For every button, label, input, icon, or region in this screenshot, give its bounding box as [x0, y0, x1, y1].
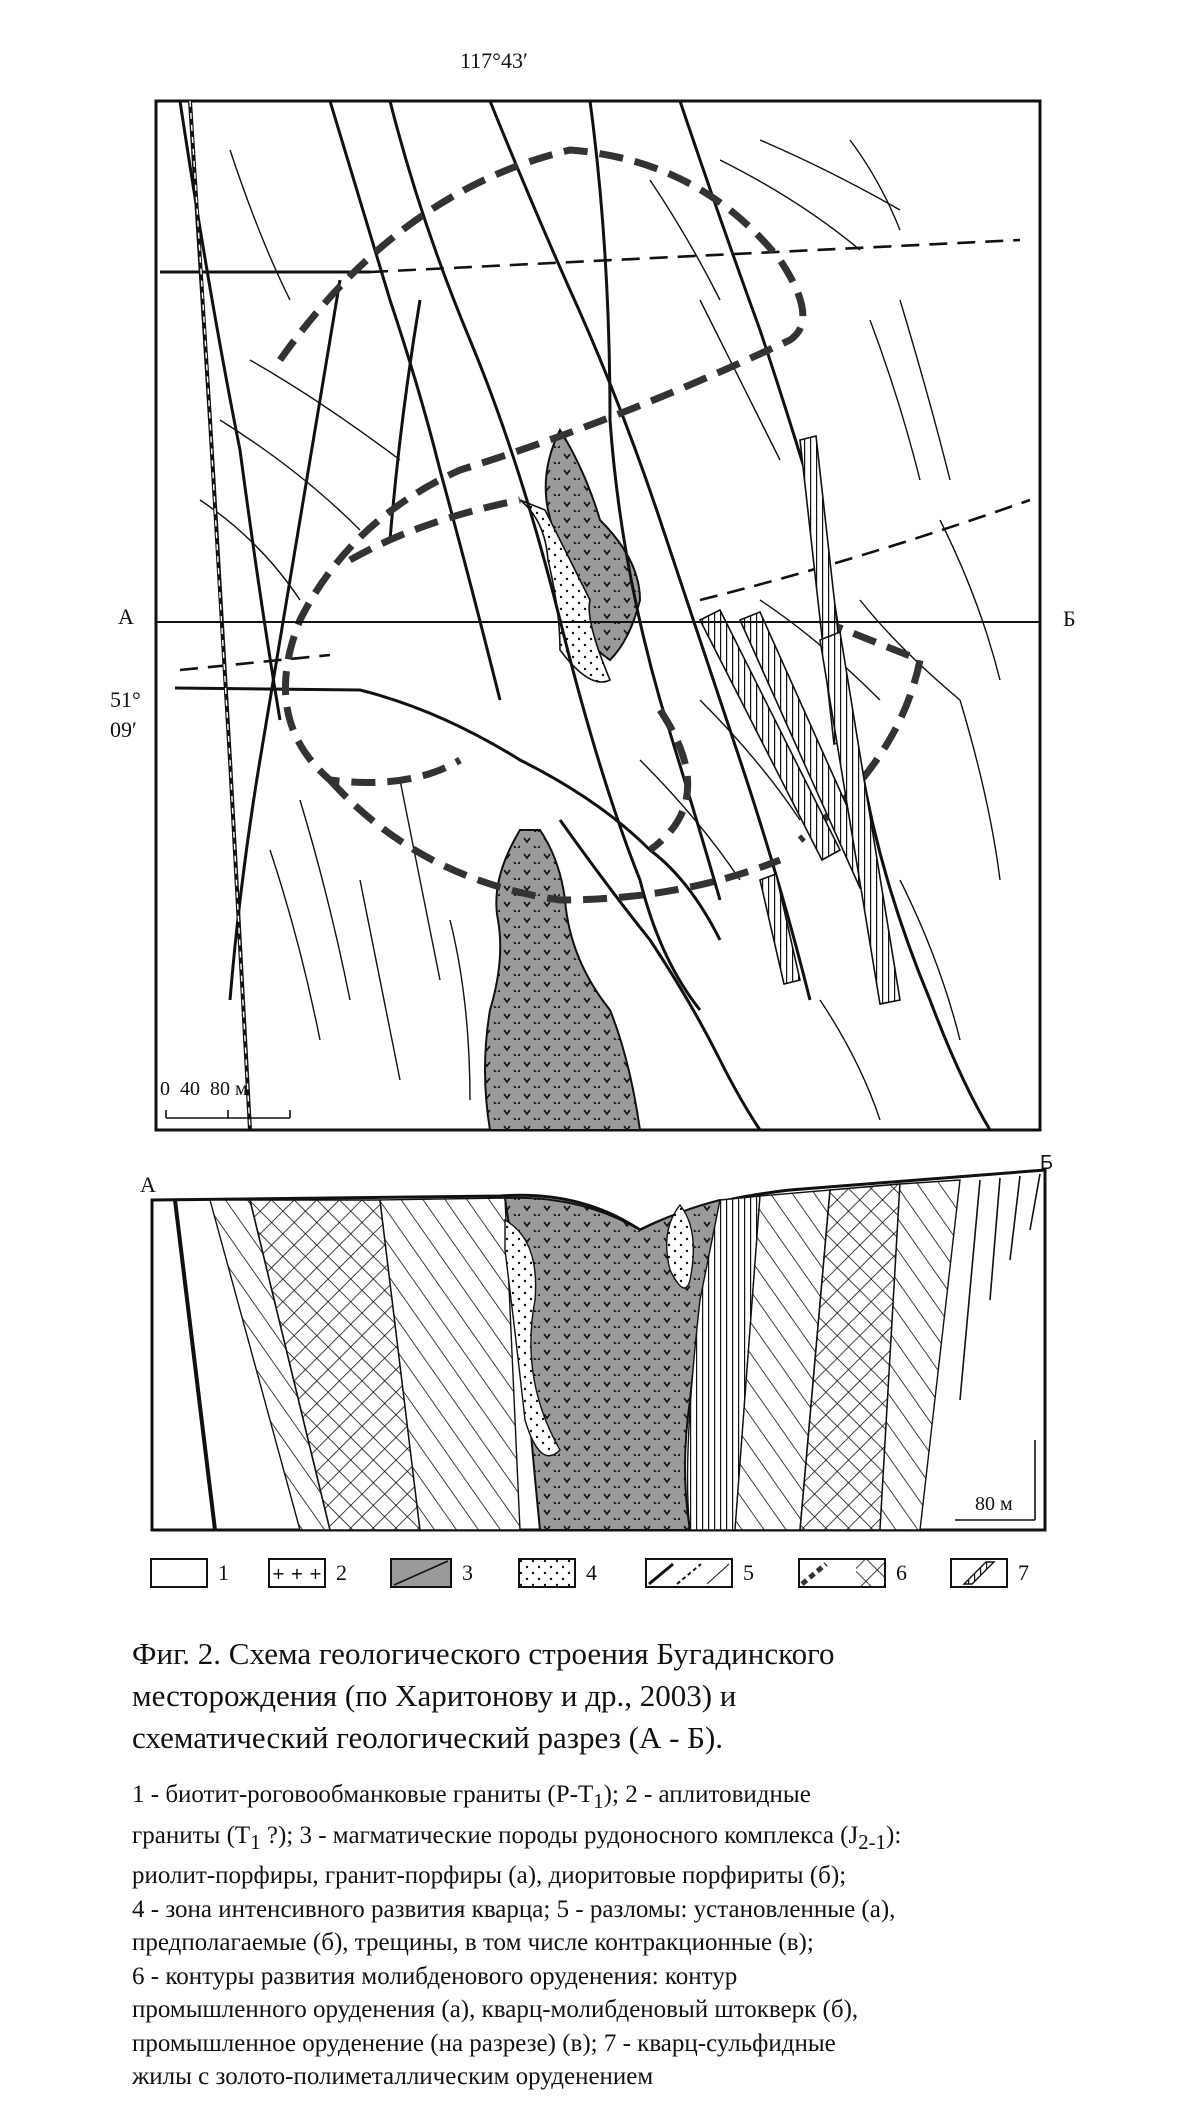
- section-scale-label: 80 м: [975, 1493, 1013, 1515]
- legend-item-5: 5: [645, 1555, 754, 1591]
- legend-item-4: 4: [518, 1555, 597, 1591]
- section-label-b: Б: [1040, 1152, 1054, 1174]
- legend-item-6: 6: [798, 1555, 907, 1591]
- section-label-a: А: [140, 1172, 156, 1197]
- legend-description: 1 - биотит-роговообманковые граниты $(Р-Т_1)$; 2 - аплитовидные граниты ($Т_1$ ?); 3 - магматические породы рудоносного комплекса $(J_{2-1})$: риолит-порфиры, гранит-порфиры (а), диоритовые порфириты (б); 4 - зона интенсивного развития кварца; 5 - разломы: установленные (а), предполагаемые (б), трещины, в том числе контракционные (в); 6 - контуры развития молибденового оруденения: контур промышленного оруденения (а), кварц-молибденовый штокверк (б), промышленное оруденение (на разрезе) (в); 7 - кварц-сульфидные жилы с золото-полиметаллическим оруденением: [132, 1781, 902, 2090]
- figure-caption: Фиг. 2. Схема геологического строения Бугадинского месторождения (по Харитонову и др., 2003) и схематический геологический разрез (А - Б).: [132, 1636, 835, 1755]
- map-label-b: Б: [1063, 606, 1076, 631]
- svg-text:+ + +: + + +: [271, 1564, 323, 1583]
- latitude-label: 51° 09′: [110, 687, 141, 742]
- legend-item-1: 1: [150, 1555, 229, 1591]
- cross-section: [152, 1170, 1045, 1530]
- legend-item-2: + + + 2: [268, 1555, 347, 1591]
- map-scale-label: 0 40 80 м: [160, 1078, 248, 1100]
- map-label-a: А: [118, 604, 134, 629]
- geologic-map: [156, 101, 1040, 1130]
- legend-item-3: 3: [390, 1555, 473, 1591]
- longitude-label: 117°43′: [460, 48, 528, 73]
- legend-strip: [150, 1555, 1050, 1595]
- legend-item-7: 7: [950, 1555, 1029, 1591]
